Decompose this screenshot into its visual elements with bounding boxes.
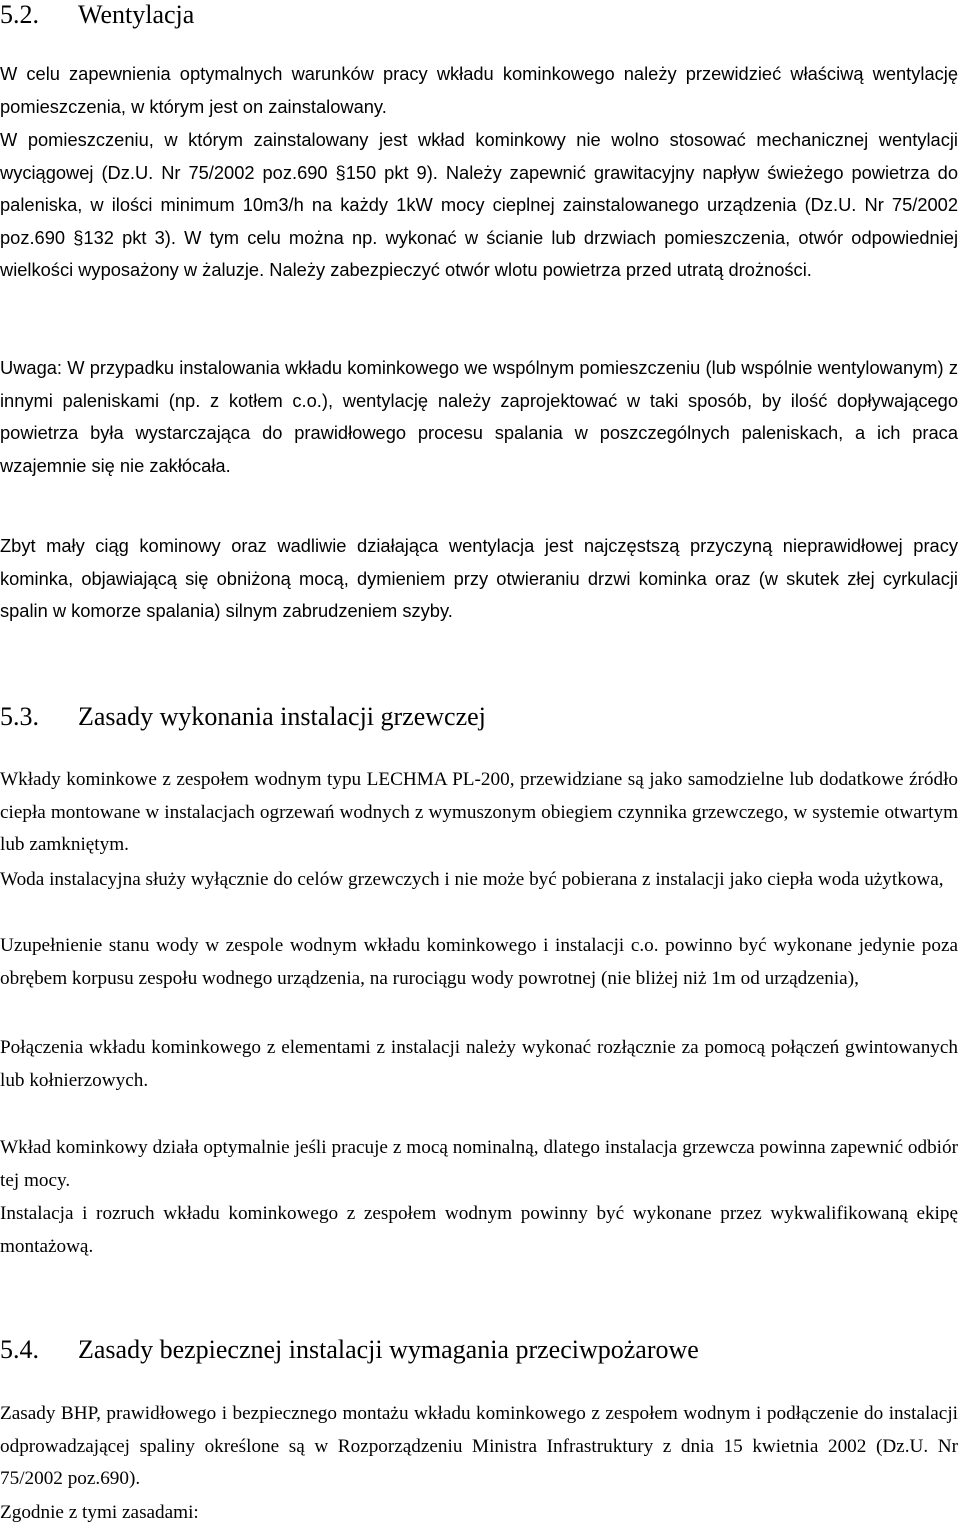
paragraph: Uzupełnienie stanu wody w zespole wodnym wkładu kominkowego i instalacji c.o. powinno być wykonane jedynie poza obrębem korpusu zespołu wodnego urządzenia, na rurociągu wody powrotnej (nie bliżej niż 1m od urządzenia),	[0, 935, 958, 989]
section-number: 5.4.	[0, 1335, 39, 1364]
paragraph: W pomieszczeniu, w którym zainstalowany jest wkład kominkowy nie wolno stosować mechanicznej wentylacji wyciągowej (Dz.U. Nr 75/2002 poz.690 §150 pkt 9). Należy zapewnić grawitacyjny napływ świeżego powietrza do paleniska, w ilości minimum 10m3/h na każdy 1kW mocy cieplnej zainstalowanego urządzenia (Dz.U. Nr 75/2002 poz.690 §132 pkt 3). W tym celu można np. wykonać w ścianie lub drzwiach pomieszczenia, otwór odpowiedniej wielkości wyposażony w żaluzje. Należy zabezpieczyć otwór wlotu powietrza przed utratą drożności.	[0, 129, 958, 281]
section-number: 5.3.	[0, 702, 39, 731]
paragraph: Zasady BHP, prawidłowego i bezpiecznego montażu wkładu kominkowego z zespołem wodnym i podłączenie do instalacji odprowadzającej spaliny określone są w Rozporządzeniu Ministra Infrastruktury z dnia 15 kwietnia 2002 (Dz.U. Nr 75/2002 poz.690).	[0, 1403, 958, 1490]
paragraph: Uwaga: W przypadku instalowania wkładu kominkowego we wspólnym pomieszczeniu (lub wspólnie wentylowanym) z innymi paleniskami (np. z kotłem c.o.), wentylację należy zaprojektować w taki sposób, by ilość dopływającego powietrza była wystarczająca do prawidłowego procesu spalania w poszczególnych paleniskach, a ich praca wzajemnie się nie zakłócała.	[0, 357, 958, 476]
section-heading-5-4	[0, 1335, 960, 1365]
paragraph: Połączenia wkładu kominkowego z elementami z instalacji należy wykonać rozłącznie za pomocą połączeń gwintowanych lub kołnierzowych.	[0, 1037, 958, 1091]
paragraph: Wkład kominkowy działa optymalnie jeśli pracuje z mocą nominalną, dlatego instalacja grzewcza powinna zapewnić odbiór tej mocy.	[0, 1137, 958, 1191]
section-title: Zasady bezpiecznej instalacji wymagania przeciwpożarowe	[78, 1335, 699, 1364]
paragraph: W celu zapewnienia optymalnych warunków pracy wkładu kominkowego należy przewidzieć właściwą wentylację pomieszczenia, w którym jest on zainstalowany.	[0, 63, 958, 117]
section-number: 5.2.	[0, 0, 39, 29]
section-title: Wentylacja	[78, 0, 195, 29]
paragraph: Wkłady kominkowe z zespołem wodnym typu LECHMA PL-200, przewidziane są jako samodzielne lub dodatkowe źródło ciepła montowane w instalacjach ogrzewań wodnych z wymuszonym obiegiem czynnika grzewczego, w systemie otwartym lub zamkniętym.	[0, 769, 958, 856]
paragraph: Woda instalacyjna służy wyłącznie do celów grzewczych i nie może być pobierana z instalacji jako ciepła woda użytkowa,	[0, 869, 944, 890]
section-heading-5-2	[0, 0, 960, 30]
paragraph: Instalacja i rozruch wkładu kominkowego z zespołem wodnym powinny być wykonane przez wykwalifikowaną ekipę montażową.	[0, 1203, 958, 1257]
section-heading-5-3	[0, 702, 960, 732]
section-title: Zasady wykonania instalacji grzewczej	[78, 702, 486, 731]
paragraph: Zbyt mały ciąg kominowy oraz wadliwie działająca wentylacja jest najczęstszą przyczyną nieprawidłowej pracy kominka, objawiającą się obniżoną mocą, dymieniem przy otwieraniu drzwi kominka oraz (w skutek złej cyrkulacji spalin w komorze spalania) silnym zabrudzeniem szyby.	[0, 535, 958, 622]
paragraph: Zgodnie z tymi zasadami:	[0, 1502, 199, 1523]
